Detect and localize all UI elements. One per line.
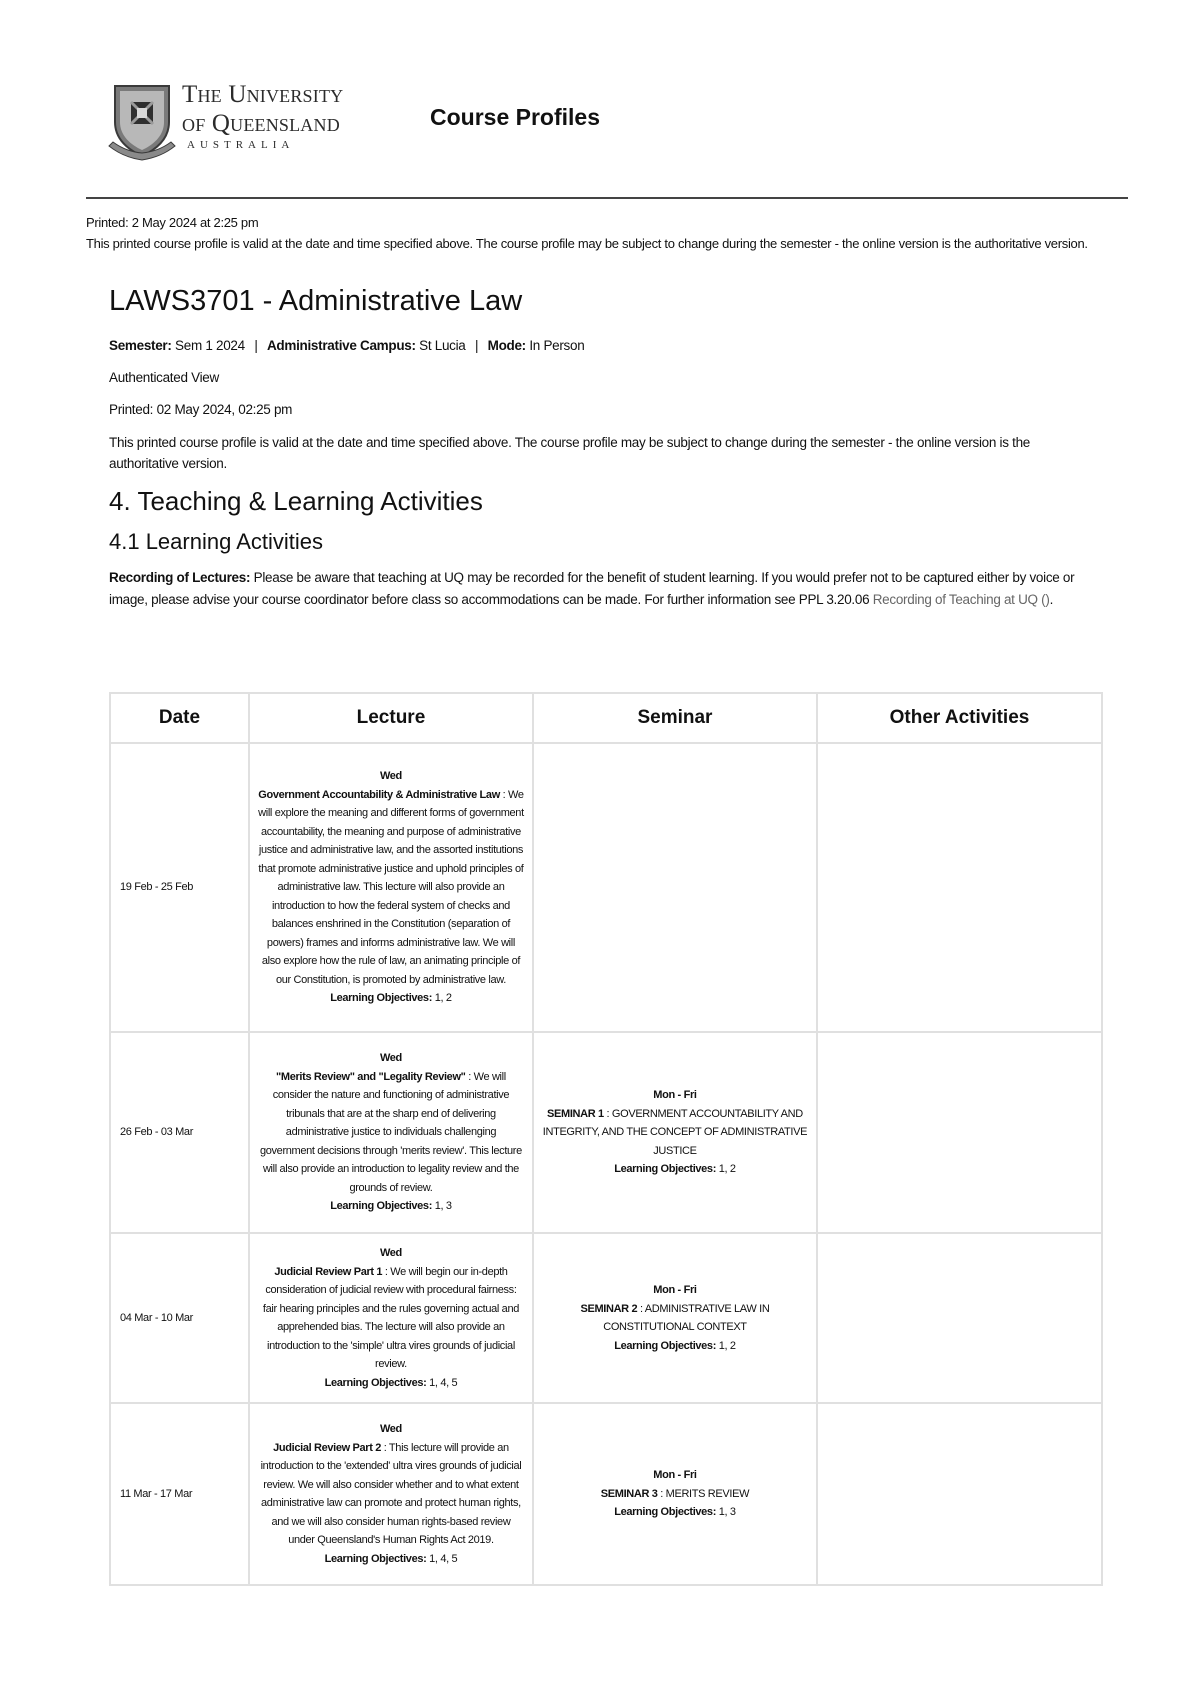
column-header-seminar: Seminar — [533, 693, 817, 743]
campus-label: Administrative Campus: — [266, 338, 416, 353]
semester-label: Semester: — [109, 338, 172, 353]
objectives-value: 1, 2 — [718, 1163, 736, 1176]
section-heading: 4. Teaching & Learning Activities — [109, 486, 483, 516]
lecture-objectives — [258, 989, 524, 1008]
objectives-label: Learning Objectives: — [614, 1163, 717, 1176]
lecture-description — [258, 1263, 524, 1374]
recording-policy-link[interactable]: Recording of Teaching at UQ () — [872, 592, 1050, 607]
date-cell: 26 Feb - 03 Mar — [110, 1032, 249, 1233]
seminar-description — [542, 1300, 808, 1337]
course-printed: Printed: 02 May 2024, 02:25 pm — [109, 402, 293, 417]
university-line-1: The University — [182, 81, 344, 108]
other-activities-cell — [817, 1233, 1102, 1403]
header-divider — [86, 197, 1128, 199]
other-activities-cell — [817, 1032, 1102, 1233]
seminar-text: : GOVERNMENT ACCOUNTABILITY AND INTEGRITY, AND THE CONCEPT OF ADMINISTRATIVE JUSTICE — [542, 1107, 808, 1157]
objectives-label: Learning Objectives: — [614, 1339, 717, 1352]
print-notice — [86, 212, 1130, 254]
objectives-value: 1, 2 — [434, 992, 452, 1005]
lecture-description — [258, 1439, 524, 1550]
objectives-value: 1, 2 — [718, 1339, 736, 1352]
lecture-title: Judicial Review Part 2 — [273, 1441, 382, 1454]
lecture-day: Wed — [379, 1052, 402, 1065]
lecture-objectives — [258, 1550, 524, 1569]
section-subheading: 4.1 Learning Activities — [109, 529, 324, 554]
column-header-lecture: Lecture — [249, 693, 533, 743]
objectives-value: 1, 3 — [434, 1200, 452, 1213]
lecture-title: "Merits Review" and "Legality Review" — [276, 1070, 466, 1083]
campus-value: St Lucia — [419, 338, 466, 353]
seminar-description — [542, 1105, 808, 1161]
table-header-row — [110, 693, 1102, 743]
seminar-title: SEMINAR 2 — [580, 1302, 638, 1315]
objectives-label: Learning Objectives: — [324, 1376, 427, 1389]
seminar-objectives — [542, 1503, 808, 1522]
seminar-day: Mon - Fri — [653, 1469, 697, 1482]
lecture-title: Government Accountability & Administrative Law — [258, 788, 500, 801]
seminar-day: Mon - Fri — [653, 1089, 697, 1102]
objectives-label: Learning Objectives: — [614, 1506, 717, 1519]
course-title: LAWS3701 - Administrative Law — [109, 285, 523, 317]
lecture-day: Wed — [379, 1247, 402, 1259]
university-line-2: of Queensland — [182, 110, 340, 137]
meta-separator: | — [254, 338, 258, 353]
other-activities-cell — [817, 743, 1102, 1032]
date-cell: 19 Feb - 25 Feb — [110, 743, 249, 1032]
view-type: Authenticated View — [109, 370, 219, 385]
print-notice-printed: Printed: 2 May 2024 at 2:25 pm — [86, 215, 259, 230]
seminar-text: : MERITS REVIEW — [657, 1487, 750, 1500]
lecture-cell — [249, 743, 533, 1032]
seminar-title: SEMINAR 1 — [547, 1107, 604, 1120]
seminar-cell — [533, 1233, 817, 1403]
seminar-objectives — [542, 1337, 808, 1356]
column-header-date: Date — [110, 693, 249, 743]
lecture-cell — [249, 1233, 533, 1403]
objectives-label: Learning Objectives: — [324, 1552, 427, 1565]
print-notice-validity: This printed course profile is valid at the date and time specified above. The course profile may be subject to change during the semester - the online version is the authoritative version. — [86, 236, 1088, 251]
lecture-objectives — [258, 1197, 524, 1216]
university-country: AUSTRALIA — [187, 139, 295, 151]
date-cell: 04 Mar - 10 Mar — [110, 1233, 249, 1403]
mode-value: In Person — [529, 338, 585, 353]
other-activities-cell — [817, 1403, 1102, 1585]
recording-notice — [109, 567, 1099, 611]
university-wordmark — [182, 82, 343, 151]
column-header-other: Other Activities — [817, 693, 1102, 743]
seminar-text: : ADMINISTRATIVE LAW IN CONSTITUTIONAL CONTEXT — [603, 1302, 770, 1333]
objectives-value: 1, 4, 5 — [429, 1376, 458, 1389]
seminar-cell — [533, 1032, 817, 1233]
lecture-description — [258, 786, 524, 990]
recording-label: Recording of Lectures: — [109, 570, 251, 585]
date-cell: 11 Mar - 17 Mar — [110, 1403, 249, 1585]
objectives-label: Learning Objectives: — [330, 1200, 433, 1213]
lecture-day: Wed — [379, 770, 402, 783]
objectives-value: 1, 3 — [718, 1506, 736, 1519]
lecture-text: : We will begin our in-depth consideration of judicial review with procedural fairness: fair hearing principles and the rules governing actual and apprehended bias. The lecture will also provide an introduction to the 'simple' ultra vires grounds of judicial review. — [262, 1265, 519, 1370]
objectives-label: Learning Objectives: — [330, 992, 433, 1005]
seminar-title: SEMINAR 3 — [600, 1487, 658, 1500]
objectives-value: 1, 4, 5 — [429, 1552, 458, 1565]
lecture-objectives — [258, 1374, 524, 1393]
table-row — [110, 1032, 1102, 1233]
main-content — [109, 285, 1099, 611]
table-row — [110, 743, 1102, 1032]
table-row — [110, 1403, 1102, 1585]
lecture-text: : We will consider the nature and functioning of administrative tribunals that are at the sharp end of delivering administrative justice to individuals challenging government decisions through 'merits review'. This lecture will also provide an introduction to legality review and the grounds of review. — [260, 1070, 522, 1194]
lecture-cell — [249, 1032, 533, 1233]
lecture-day: Wed — [379, 1423, 402, 1435]
course-validity: This printed course profile is valid at the date and time specified above. The course profile may be subject to change during the semester - the online version is the authoritative version. — [109, 435, 1030, 471]
page-header — [107, 80, 1107, 166]
lecture-text: : We will explore the meaning and different forms of government accountability, the meaning and purpose of administrative justice and administrative law, and the assorted institutions that promote administrative justice and uphold principles of administrative law. This lecture will also provide an introduction to how the federal system of checks and balances enshrined in the Constitution (separation of powers) frames and informs administrative law. We will also explore how the rule of law, an animating principle of our Constitution, is promoted by administrative law. — [258, 788, 524, 986]
table-row — [110, 1233, 1102, 1403]
university-crest-icon — [107, 80, 177, 162]
seminar-cell — [533, 743, 817, 1032]
seminar-day: Mon - Fri — [653, 1284, 697, 1296]
semester-value: Sem 1 2024 — [175, 338, 245, 353]
lecture-title: Judicial Review Part 1 — [274, 1265, 383, 1278]
learning-activities-table — [109, 692, 1103, 1586]
seminar-objectives — [542, 1160, 808, 1179]
recording-end: . — [1049, 592, 1054, 607]
lecture-cell — [249, 1403, 533, 1585]
lecture-description — [258, 1068, 524, 1198]
seminar-cell — [533, 1403, 817, 1585]
meta-separator: | — [474, 338, 479, 353]
mode-label: Mode: — [487, 338, 526, 353]
recording-text: Please be aware that teaching at UQ may be recorded for the benefit of student learning. If you would prefer not to be captured either by voice or image, please advise your course coordinator before class so accommodations can be made. For further information see PPL 3.20.06 — [109, 570, 1075, 607]
seminar-description — [542, 1485, 808, 1504]
lecture-text: : This lecture will provide an introduction to the 'extended' ultra vires grounds of judicial review. We will also consider whether and to what extent administrative law can promote and protect human rights, and we will also consider human rights-based review under Queensland's Human Rights Act 2019. — [260, 1441, 522, 1546]
site-title: Course Profiles — [430, 104, 600, 130]
course-meta — [109, 336, 1099, 356]
